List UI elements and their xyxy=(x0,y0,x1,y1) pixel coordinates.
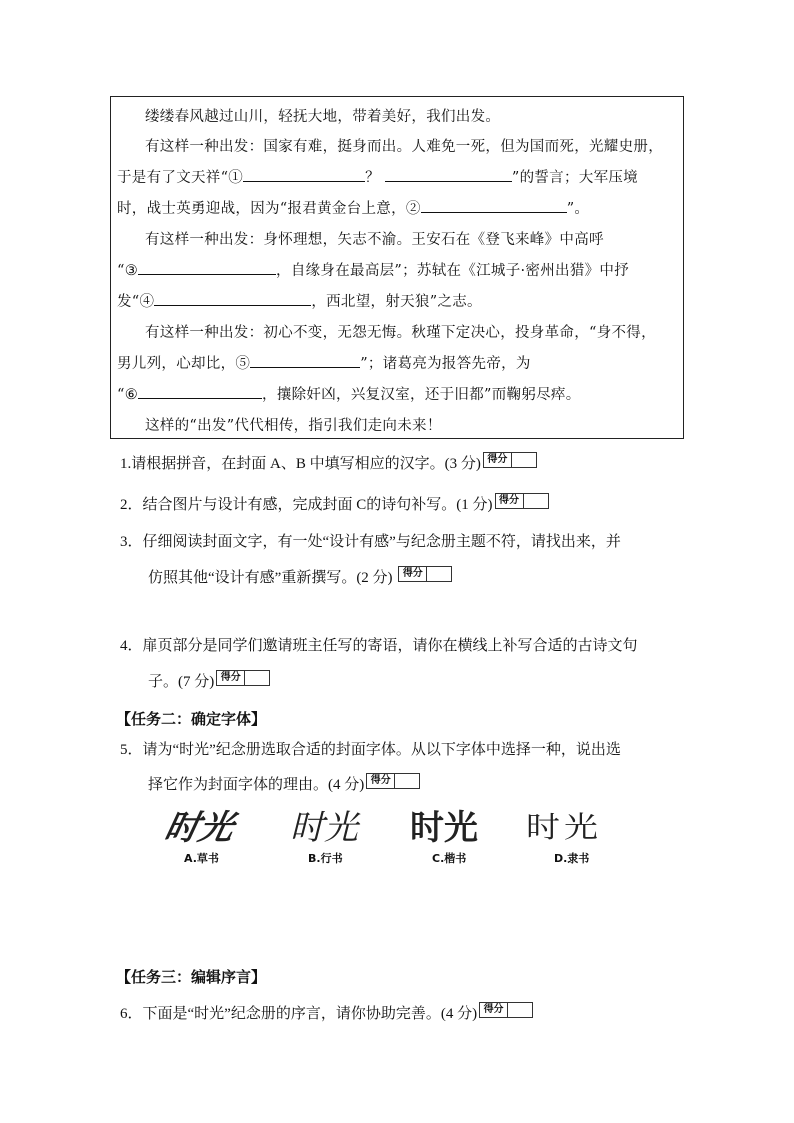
passage-p1-b: 于是有了文天祥“① ？ ”的誓言；大军压境 xyxy=(117,166,638,187)
passage-p3-b: 男儿列，心却比，⑤ ”；诸葛亮为报答先帝，为 xyxy=(117,352,531,373)
question-6: 6．下面是“时光”纪念册的序言，请你协助完善。(4 分) 得分 xyxy=(120,1002,533,1023)
score-box[interactable]: 得分 xyxy=(483,452,537,468)
font-caption-b: B.行书 xyxy=(308,852,343,865)
blank-3[interactable] xyxy=(138,260,276,275)
passage-p3-a: 有这样一种出发：初心不变，无怨无悔。秋瑾下定决心，投身革命，“身不得， xyxy=(145,325,656,341)
task-2-heading: 【任务二：确定字体】 xyxy=(116,710,267,728)
passage-p2-a: 有这样一种出发：身怀理想，矢志不渝。王安石在《登飞来峰》中高呼 xyxy=(145,232,604,248)
font-sample-cursive: 时光 xyxy=(161,808,238,848)
question-4-line-2: 子。(7 分) 得分 xyxy=(148,670,270,691)
font-sample-clerical: 时光 xyxy=(526,810,602,845)
blank-1[interactable] xyxy=(243,167,365,182)
question-4-line-1: 4．扉页部分是同学们邀请班主任写的寄语，请你在横线上补写合适的古诗文句 xyxy=(120,638,638,654)
font-sample-regular: 时光 xyxy=(410,808,478,848)
question-3-line-2: 仿照其他“设计有感”重新撰写。(2 分) 得分 xyxy=(148,566,452,587)
question-3-line-1: 3．仔细阅读封面文字，有一处“设计有感”与纪念册主题不符，请找出来，并 xyxy=(120,534,621,550)
blank-6[interactable] xyxy=(138,384,262,399)
font-caption-c: C.楷书 xyxy=(432,852,467,865)
passage-p1-c: 时，战士英勇迎战，因为“报君黄金台上意，② ”。 xyxy=(117,197,589,218)
task-3-heading: 【任务三：编辑序言】 xyxy=(116,968,267,986)
score-box[interactable]: 得分 xyxy=(479,1002,533,1018)
passage-last: 这样的“出发”代代相传，指引我们走向未来！ xyxy=(145,418,442,434)
question-2: 2．结合图片与设计有感，完成封面 C的诗句补写。(1 分) 得分 xyxy=(120,493,549,514)
score-box[interactable]: 得分 xyxy=(398,566,452,582)
font-samples xyxy=(160,800,640,875)
passage-p1-a: 有这样一种出发：国家有难，挺身而出。人难免一死，但为国而死，光耀史册， xyxy=(145,139,663,155)
score-box[interactable]: 得分 xyxy=(366,773,420,789)
question-1: 1.请根据拼音，在封面 A、B 中填写相应的汉字。(3 分) 得分 xyxy=(120,452,537,473)
score-box[interactable]: 得分 xyxy=(216,670,270,686)
blank-5[interactable] xyxy=(250,353,360,368)
font-caption-a: A.草书 xyxy=(184,852,219,865)
passage-box xyxy=(110,96,684,439)
font-sample-running: 时光 xyxy=(290,808,358,848)
question-5-line-1: 5．请为“时光”纪念册选取合适的封面字体。从以下字体中选择一种，说出选 xyxy=(120,742,621,758)
passage-line-1: 缕缕春风越过山川，轻抚大地，带着美好，我们出发。 xyxy=(145,109,501,125)
font-caption-d: D.隶书 xyxy=(554,852,590,865)
score-box[interactable]: 得分 xyxy=(495,493,549,509)
passage-p2-c: 发“④ ，西北望，射天狼”之志。 xyxy=(117,290,482,311)
blank-1b[interactable] xyxy=(385,167,512,182)
blank-4[interactable] xyxy=(154,291,311,306)
passage-p2-b: “③ ，自缘身在最高层”；苏轼在《江城子·密州出猎》中抒 xyxy=(117,259,629,280)
blank-2[interactable] xyxy=(421,198,567,213)
question-5-line-2: 择它作为封面字体的理由。(4 分) 得分 xyxy=(148,773,420,794)
passage-p3-c: “⑥ ，攘除奸凶，兴复汉室，还于旧都”而鞠躬尽瘁。 xyxy=(117,383,581,404)
